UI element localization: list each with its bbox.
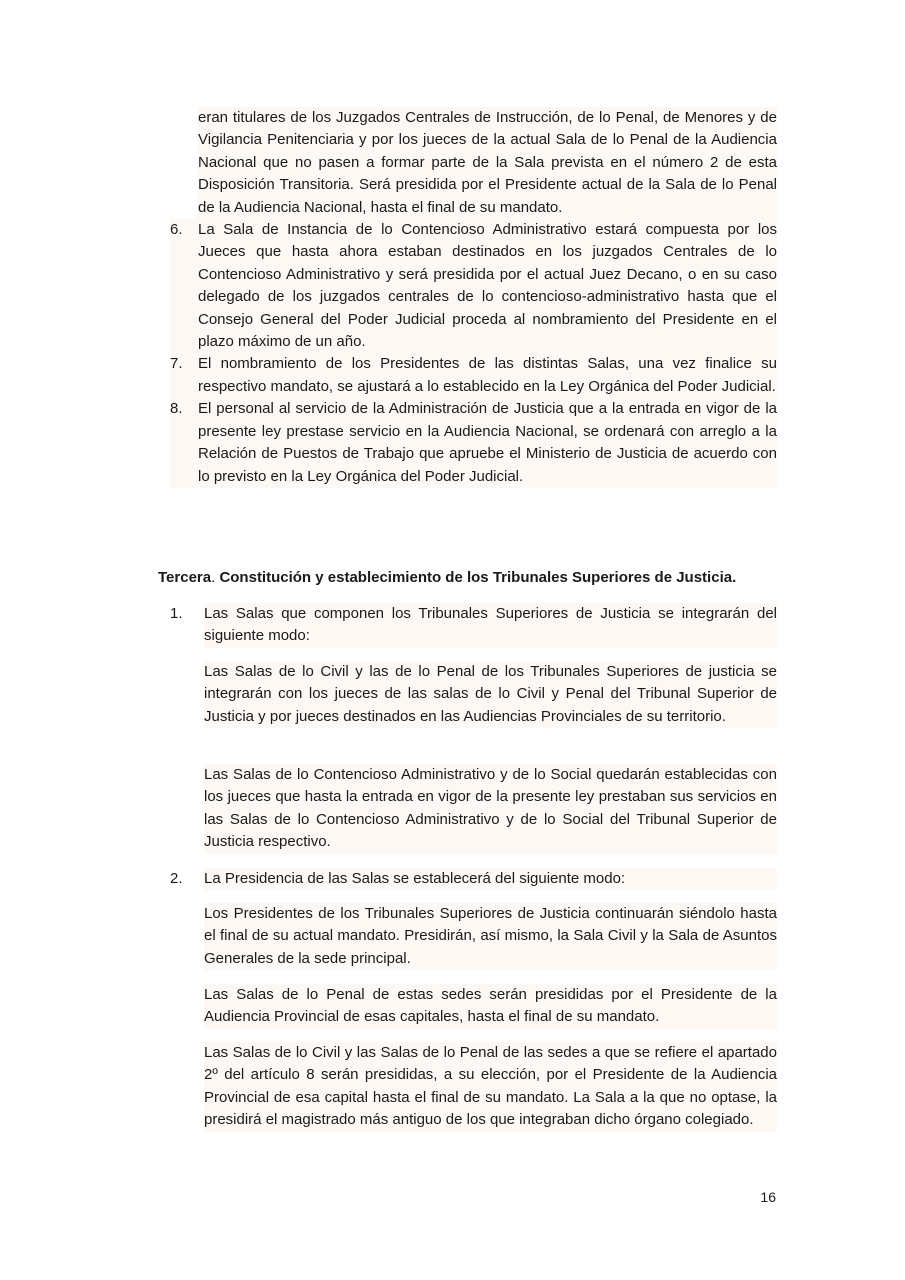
- section-separator: .: [211, 569, 216, 586]
- list-number: 1.: [170, 605, 183, 622]
- section-item-1: [170, 603, 777, 648]
- paragraph: Las Salas de lo Civil y las Salas de lo Penal de las sedes a que se refiere el apartado 2º del artículo 8 serán presididas, a su elección, por el Presidente de la Audiencia Provincial de esa capital hasta el final de su mandato. La Sala a la que no optase, la presidirá el magistrado más antiguo de los que integraban dicho órgano colegiado.: [204, 1042, 777, 1132]
- paragraph: Los Presidentes de los Tribunales Superiores de Justicia continuarán siéndolo hasta el final de su actual mandato. Presidirán, así mismo, la Sala Civil y la Sala de Asuntos Generales de la sede principal.: [204, 903, 777, 970]
- list-item-continuation: eran titulares de los Juzgados Centrales de Instrucción, de lo Penal, de Menores y de Vigilancia Penitenciaria y por los jueces de la actual Sala de lo Penal de la Audiencia Nacional que no pasen a formar parte de la Sala prevista en el número 2 de esta Disposición Transitoria. Será presidida por el Presidente actual de la Sala de lo Penal de la Audiencia Nacional, hasta el final de su mandato.: [198, 107, 777, 219]
- paragraph: Las Salas de lo Penal de estas sedes serán presididas por el Presidente de la Audiencia Provincial de esas capitales, hasta el final de su mandato.: [204, 984, 777, 1029]
- list-number: 8.: [170, 400, 183, 418]
- list-item-8: [170, 398, 777, 488]
- list-text: El nombramiento de los Presidentes de las distintas Salas, una vez finalice su respectivo mandato, se ajustará a lo establecido en la Ley Orgánica del Poder Judicial.: [198, 355, 777, 395]
- list-item-7: [170, 353, 777, 398]
- list-text: El personal al servicio de la Administración de Justicia que a la entrada en vigor de la presente ley prestase servicio en la Audiencia Nacional, se ordenará con arreglo a la Relación de Puestos de Trabajo que apruebe el Ministerio de Justicia de acuerdo con lo previsto en la Ley Orgánica del Poder Judicial.: [198, 400, 777, 485]
- paragraph: Las Salas de lo Contencioso Administrativo y de lo Social quedarán establecidas con los jueces que hasta la entrada en vigor de la presente ley prestaban sus servicios en las Salas de lo Contencioso Administrativo y de lo Social del Tribunal Superior de Justicia respectivo.: [204, 764, 777, 854]
- list-number: 7.: [170, 355, 183, 373]
- top-numbered-list: [170, 107, 777, 488]
- list-item-6: [170, 219, 777, 353]
- page-number: 16: [760, 1189, 776, 1205]
- list-text: La Presidencia de las Salas se establecerá del siguiente modo:: [204, 868, 777, 890]
- section-heading: [158, 567, 778, 589]
- paragraph: Las Salas de lo Civil y las de lo Penal de los Tribunales Superiores de justicia se integrarán con los jueces de las salas de lo Civil y Penal del Tribunal Superior de Justicia y por jueces destinados en las Audiencias Provinciales de su territorio.: [204, 661, 777, 728]
- list-number: 2.: [170, 870, 183, 887]
- section-item-2: [170, 868, 777, 890]
- list-text: La Sala de Instancia de lo Contencioso Administrativo estará compuesta por los Jueces que hasta ahora estaban destinados en los juzgados Centrales de lo Contencioso Administrativo y será presidida por el actual Juez Decano, o en su caso delegado de los juzgados centrales de lo contencioso-administrativo hasta que el Consejo General del Poder Judicial proceda al nombramiento del Presidente en el plazo máximo de un año.: [198, 221, 777, 351]
- section-title: Constitución y establecimiento de los Tribunales Superiores de Justicia.: [219, 569, 737, 586]
- list-number: 6.: [170, 221, 183, 239]
- list-text: Las Salas que componen los Tribunales Superiores de Justicia se integrarán del siguiente modo:: [204, 603, 777, 648]
- section-label: Tercera: [158, 569, 212, 586]
